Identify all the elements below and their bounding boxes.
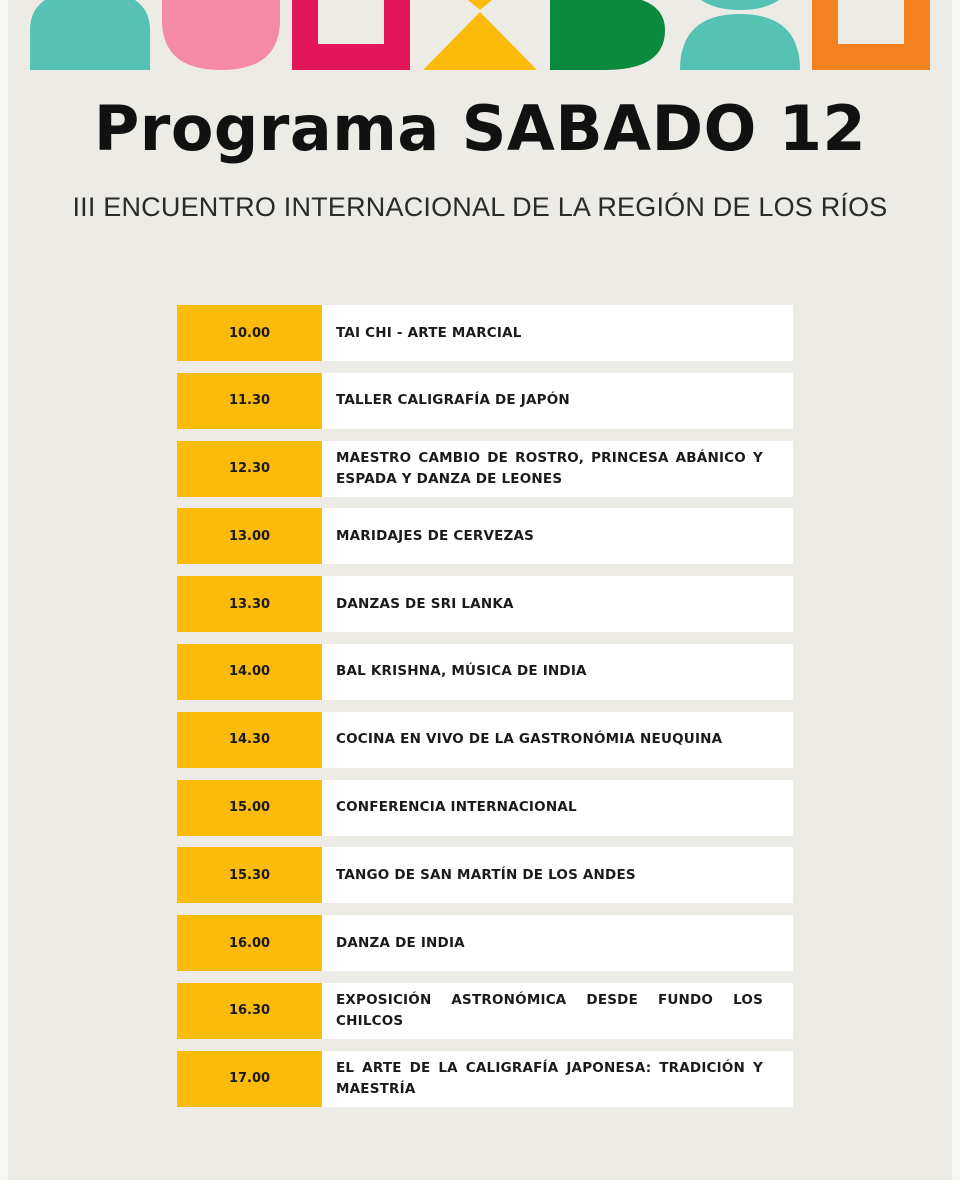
schedule-row: [177, 576, 793, 632]
schedule-time: 15.00: [177, 780, 322, 836]
schedule-row: [177, 983, 793, 1039]
schedule-time: 13.30: [177, 576, 322, 632]
schedule-row: [177, 373, 793, 429]
left-margin: [0, 0, 8, 1180]
page-title: Programa SABADO 12: [93, 92, 867, 165]
schedule-row: [177, 441, 793, 497]
schedule-activity: TAI CHI - ARTE MARCIAL: [322, 305, 793, 361]
yellow-top-triangle-shape: [462, 0, 498, 10]
right-margin: [952, 0, 960, 1180]
schedule-activity: MARIDAJES DE CERVEZAS: [322, 508, 793, 564]
schedule-activity: EL ARTE DE LA CALIGRAFÍA JAPONESA: TRADICIÓN Y MAESTRÍA: [322, 1051, 793, 1107]
orange-square-frame-shape: [812, 0, 930, 70]
schedule-time: 16.00: [177, 915, 322, 971]
schedule-row: [177, 305, 793, 361]
schedule-activity: BAL KRISHNA, MÚSICA DE INDIA: [322, 644, 793, 700]
schedule-activity: DANZAS DE SRI LANKA: [322, 576, 793, 632]
schedule-activity: EXPOSICIÓN ASTRONÓMICA DESDE FUNDO LOS CHILCOS: [322, 983, 793, 1039]
schedule-time: 13.00: [177, 508, 322, 564]
schedule-row: [177, 847, 793, 903]
schedule-time: 17.00: [177, 1051, 322, 1107]
schedule-row: [177, 1051, 793, 1107]
schedule-activity: MAESTRO CAMBIO DE ROSTRO, PRINCESA ABÁNICO Y ESPADA Y DANZA DE LEONES: [322, 441, 793, 497]
schedule-activity: TANGO DE SAN MARTÍN DE LOS ANDES: [322, 847, 793, 903]
schedule-activity: TALLER CALIGRAFÍA DE JAPÓN: [322, 373, 793, 429]
yellow-bottom-triangle-shape: [423, 12, 537, 70]
teal-arch-shape: [30, 0, 150, 70]
schedule-row: [177, 712, 793, 768]
event-subtitle: III ENCUENTRO INTERNACIONAL DE LA REGIÓN DE LOS RÍOS: [72, 192, 888, 222]
schedule-activity: DANZA DE INDIA: [322, 915, 793, 971]
magenta-square-frame-shape: [292, 0, 410, 70]
schedule-activity: CONFERENCIA INTERNACIONAL: [322, 780, 793, 836]
schedule-row: [177, 915, 793, 971]
schedule-time: 12.30: [177, 441, 322, 497]
teal-top-semicircle-shape: [695, 0, 785, 10]
teal-bottom-semicircle-shape: [680, 14, 800, 70]
schedule-row: [177, 508, 793, 564]
schedule-time: 10.00: [177, 305, 322, 361]
schedule-time: 16.30: [177, 983, 322, 1039]
bottom-strip: [0, 1180, 960, 1200]
schedule-time: 15.30: [177, 847, 322, 903]
pink-rounded-shape: [162, 0, 280, 70]
decorative-shapes-banner: [8, 0, 952, 80]
schedule-time: 14.00: [177, 644, 322, 700]
schedule-list: [177, 305, 793, 1119]
program-poster: [8, 0, 952, 1180]
schedule-time: 11.30: [177, 373, 322, 429]
green-half-circle-shape: [550, 0, 665, 70]
schedule-row: [177, 644, 793, 700]
schedule-time: 14.30: [177, 712, 322, 768]
schedule-activity: COCINA EN VIVO DE LA GASTRONÓMIA NEUQUINA: [322, 712, 793, 768]
schedule-row: [177, 780, 793, 836]
